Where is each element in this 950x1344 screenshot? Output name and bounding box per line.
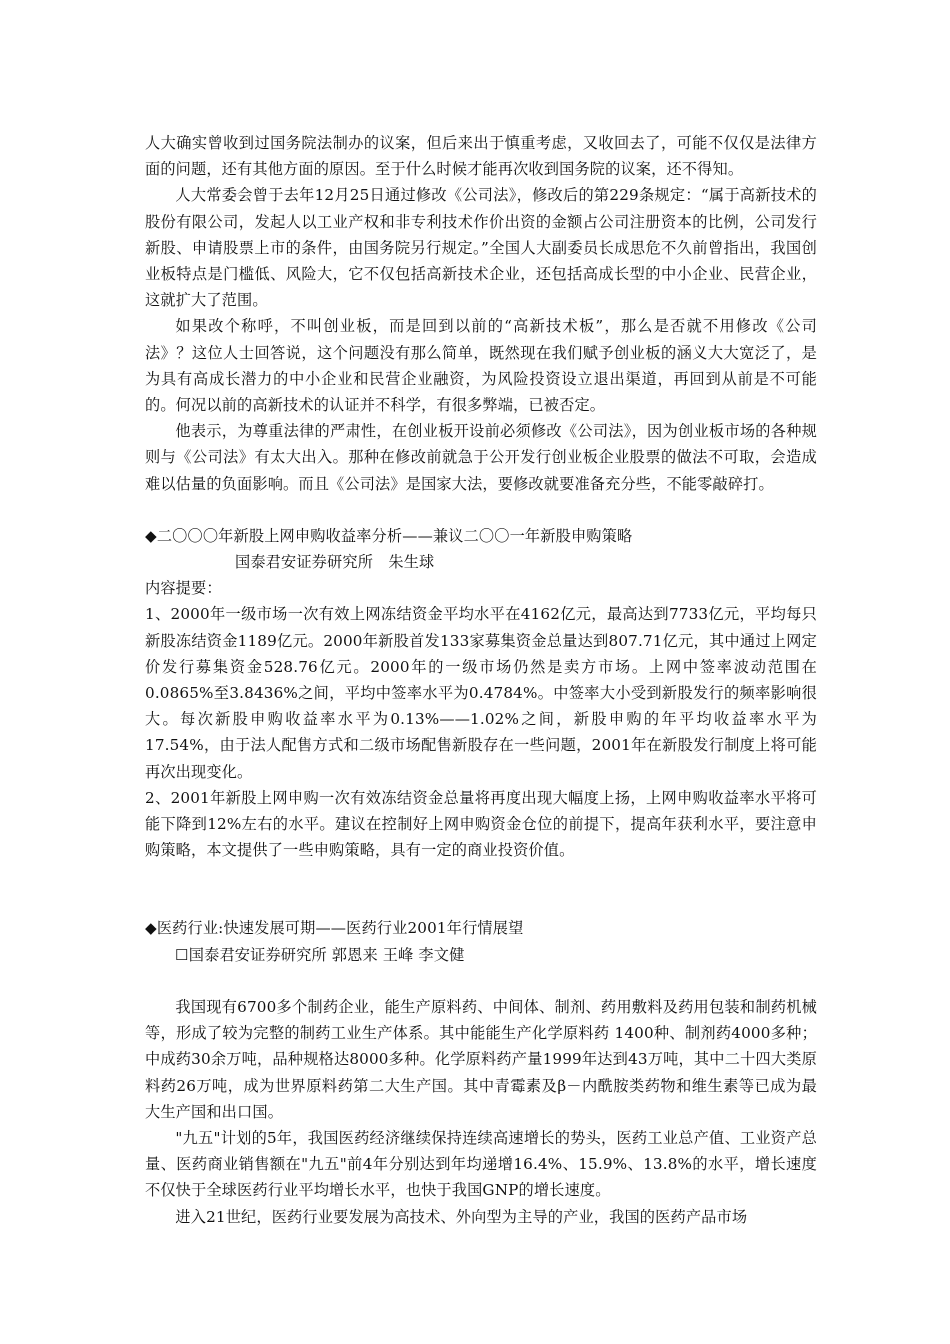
article-pharma-outlook	[145, 915, 817, 1229]
article-ipo-subscription	[145, 523, 817, 864]
summary-label: 内容提要：	[145, 579, 222, 598]
article-byline: ☐国泰君安证券研究所 郭恩来 王峰 李文健	[175, 945, 465, 964]
body-paragraph: 如果改个称呼，不叫创业板，而是回到以前的“高新技术板”，那么是否就不用修改《公司法》？这位人士回答说，这个问题没有那么简单，既然现在我们赋予创业板的涵义大大宽泛了，是为具有高成长潜力的中小企业和民营企业融资，为风险投资设立退出渠道，再回到从前是不可能的。何况以前的高新技术的认证并不科学，有很多弊端，已被否定。	[145, 317, 817, 415]
body-paragraph: 我国现有6700多个制药企业，能生产原料药、中间体、制剂、药用敷料及药用包装和制药机械等，形成了较为完整的制药工业生产体系。其中能能生产化学原料药 1400种、制剂药4000多种；中成药30余万吨，品种规格达8000多种。化学原料药产量1999年达到43万吨，其中二十四大类原料药26万吨，成为世界原料药第二大生产国。其中青霉素及β－内酰胺类药物和维生素等已成为最大生产国和出口国。	[145, 997, 817, 1121]
body-paragraph: 他表示，为尊重法律的严肃性，在创业板开设前必须修改《公司法》，因为创业板市场的各种规则与《公司法》有太大出入。那种在修改前就急于公开发行创业板企业股票的做法不可取，会造成难以估量的负面影响。而且《公司法》是国家大法，要修改就要准备充分些，不能零敲碎打。	[145, 422, 817, 493]
document-page	[145, 130, 817, 1230]
body-paragraph: 人大确实曾收到过国务院法制办的议案，但后来出于慎重考虑，又收回去了，可能不仅仅是法律方面的问题，还有其他方面的原因。至于什么时候才能再次收到国务院的议案，还不得知。	[145, 134, 817, 179]
article-company-law	[145, 130, 817, 497]
body-paragraph: 人大常委会曾于去年12月25日通过修改《公司法》，修改后的第229条规定：“属于高新技术的股份有限公司，发起人以工业产权和非专利技术作价出资的金额占公司注册资本的比例，公司发行新股、申请股票上市的条件，由国务院另行规定。”全国人大副委员长成思危不久前曾指出，我国创业板特点是门槛低、风险大，它不仅包括高新技术企业，还包括高成长型的中小企业、民营企业，这就扩大了范围。	[145, 186, 817, 310]
article-title: ◆二〇〇〇年新股上网申购收益率分析——兼议二〇〇一年新股申购策略	[145, 526, 633, 545]
paragraph-spacer	[145, 968, 817, 994]
article-byline: 国泰君安证券研究所 朱生球	[235, 553, 435, 572]
summary-point: 1、2000年一级市场一次有效上网冻结资金平均水平在4162亿元，最高达到7733亿元，平均每只新股冻结资金1189亿元。2000年新股首发133家募集资金总量达到807.71亿元，其中通过上网定价发行募集资金528.76亿元。2000年的一级市场仍然是卖方市场。上网中签率波动范围在0.0865%至3.8436%之间，平均中签率水平为0.4784%。中签率大小受到新股发行的频率影响很大。每次新股申购收益率水平为0.13%——1.02%之间，新股申购的年平均收益率水平为17.54%，由于法人配售方式和二级市场配售新股存在一些问题，2001年在新股发行制度上将可能再次出现变化。	[145, 605, 817, 781]
summary-point: 2、2001年新股上网申购一次有效冻结资金总量将再度出现大幅度上扬，上网申购收益率水平将可能下降到12%左右的水平。建议在控制好上网申购资金仓位的前提下，提高年获利水平，要注意申购策略，本文提供了一些申购策略，具有一定的商业投资价值。	[145, 788, 817, 860]
section-spacer	[145, 863, 817, 915]
article-title: ◆医药行业:快速发展可期——医药行业2001年行情展望	[145, 919, 524, 938]
section-spacer	[145, 497, 817, 523]
body-paragraph: "九五"计划的5年，我国医药经济继续保持连续高速增长的势头，医药工业总产值、工业资产总量、医药商业销售额在"九五"前4年分别达到年均递增16.4%、15.9%、13.8%的水平，增长速度不仅快于全球医药行业平均增长水平，也快于我国GNP的增长速度。	[145, 1128, 817, 1200]
body-paragraph: 进入21世纪，医药行业要发展为高技术、外向型为主导的产业，我国的医药产品市场	[175, 1207, 748, 1226]
